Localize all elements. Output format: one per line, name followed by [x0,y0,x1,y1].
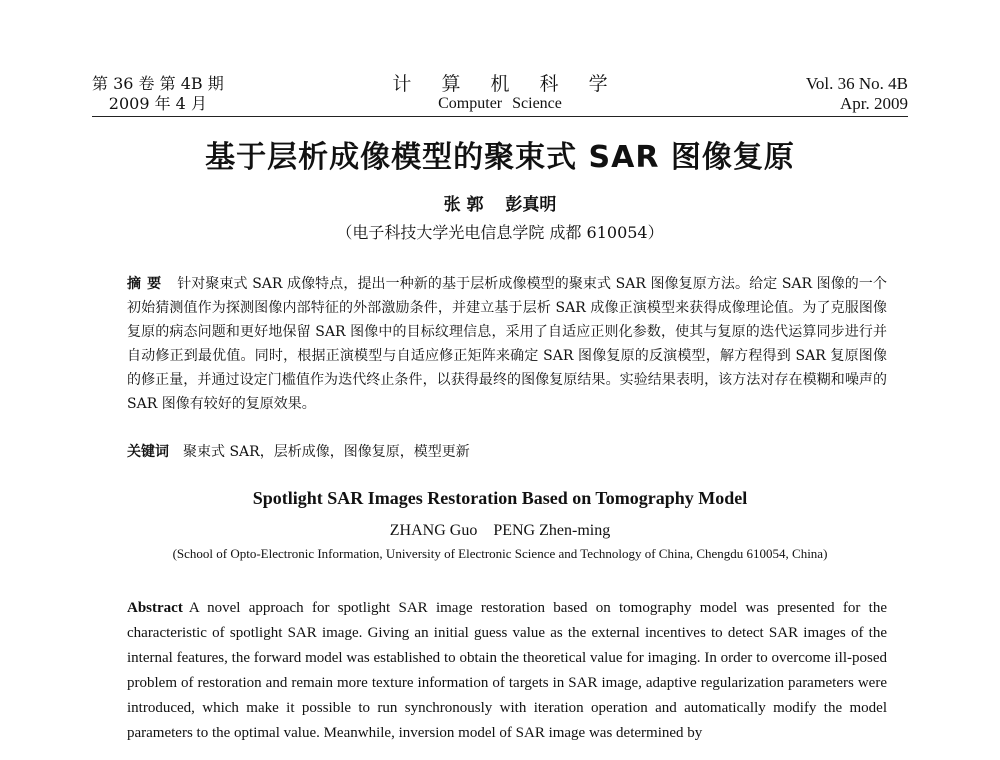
abstract-cn-text: 针对聚束式 SAR 成像特点，提出一种新的基于层析成像模型的聚束式 SAR 图像复原方法。给定 SAR 图像的一个初始猜测值作为探测图像内部特征的外部激励条件，并建立基于层析 SAR 成像正演模型来获得成像理论值。为了克服图像复原的病态问题和更好地保留 SAR 图像中的目标纹理信息，采用了自适应正则化参数，使其与复原的迭代运算同步进行并自动修正到最优值。同时，根据正演模型与自适应修正矩阵来确定 SAR 图像复原的反演模型，解方程得到 SAR 复原图像的修正量，并通过设定门槛值作为迭代终止条件，以获得最终的图像复原结果。实验结果表明，该方法对存在模糊和噪声的 SAR 图像有较好的复原效果。 [127,276,887,412]
keywords-cn-text: 聚束式 SAR，层析成像，图像复原，模型更新 [183,444,470,460]
author-en-2: PENG Zhen-ming [493,522,611,539]
header-rule [92,116,908,117]
date-en: Apr. 2009 [840,94,908,113]
abstract-cn-label: 摘要 [127,276,168,292]
paper-title-en: Spotlight SAR Images Restoration Based on Tomography Model [252,488,748,508]
journal-header [92,74,908,118]
journal-name-en: Computer Science [438,95,562,112]
abstract-en-label: Abstract [127,600,183,616]
author-en-1: ZHANG Guo [389,522,478,539]
header-center [92,74,908,114]
keywords-cn [127,440,887,464]
authors-cn [0,190,1000,215]
header-right [806,74,908,114]
author-cn-1: 张 郭 [443,195,484,215]
abstract-en-text: A novel approach for spotlight SAR image restoration based on tomography model was presented for the characteristic of spotlight SAR image. Giving an initial guess value as the external incentives to detect SAR images of the internal features, the forward model was established to obtain the theoretical value for imaging. In order to overcome ill-posed problem of restoration and remain more texture information of targets in SAR image, adaptive regularization parameters were introduced, which make it possible to run synchronously with iteration operation and automatically modify the model parameters to the optimal value. Meanwhile, inversion model of SAR image was determined by [127,600,887,741]
abstract-cn [127,272,887,416]
volume-en: Vol. 36 No. 4B [805,74,908,93]
paper-title-cn: 基于层析成像模型的聚束式 SAR 图像复原 [205,140,795,175]
date-cn: 2009 年 4 月 [108,94,207,113]
abstract-en [127,596,887,746]
affiliation-cn: （电子科技大学光电信息学院 成都 610054） [336,223,664,242]
volume-cn: 第 36 卷 第 4B 期 [92,74,224,93]
affiliation-en: (School of Opto-Electronic Information, University of Electronic Science and Technology of China, Chengdu 610054, China) [172,546,828,561]
authors-en [0,522,1000,540]
author-cn-2: 彭真明 [505,195,557,215]
keywords-cn-label: 关键词 [127,444,169,460]
journal-name-cn: 计 算 机 科 学 [392,73,620,95]
